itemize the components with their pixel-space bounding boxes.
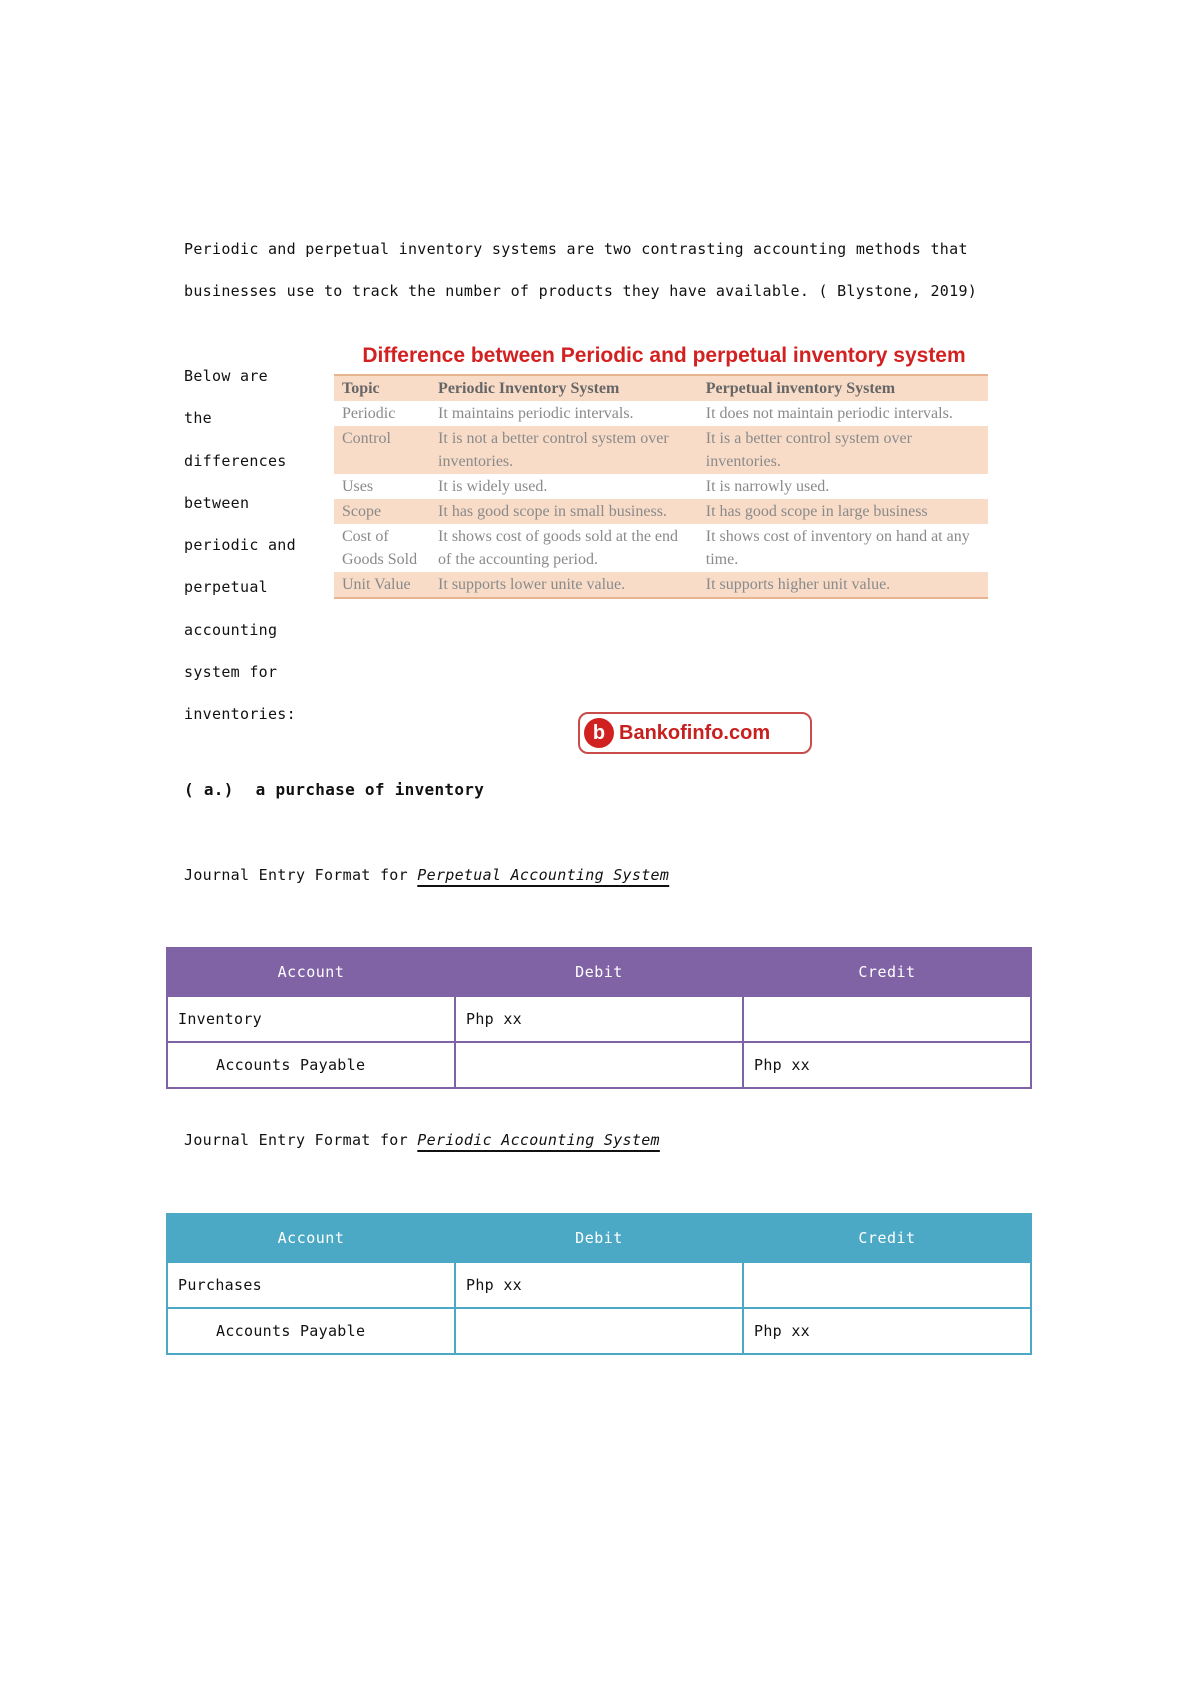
table-cell: It shows cost of inventory on hand at any time. — [705, 528, 970, 568]
table-cell: It is not a better control system over inventories. — [430, 426, 698, 474]
column-header-credit: Credit — [743, 1214, 1031, 1262]
side-label-line: Below are — [184, 367, 268, 385]
header-cell: Topic — [334, 375, 430, 401]
section-subheading — [184, 780, 484, 799]
debit-cell: Php xx — [455, 1262, 743, 1308]
difference-table — [334, 374, 988, 599]
table-cell: Uses — [342, 478, 374, 495]
subheading-text: a purchase of inventory — [255, 780, 485, 799]
side-label — [184, 355, 324, 736]
debit-cell — [455, 1042, 743, 1088]
table-row — [167, 996, 1031, 1042]
side-label-line: system for — [184, 663, 278, 682]
table-row — [167, 1042, 1031, 1088]
table-cell: It has good scope in small business. — [430, 499, 698, 524]
side-label-line: accounting — [184, 620, 278, 639]
side-label-line: differences — [184, 451, 287, 470]
side-label-line: perpetual — [184, 578, 268, 597]
column-header-account: Account — [167, 948, 455, 996]
side-label-line: the — [184, 409, 212, 428]
side-label-line: inventories: — [184, 705, 296, 724]
header-cell: Periodic Inventory System — [430, 375, 698, 401]
header-cell: Perpetual inventory System — [698, 375, 988, 401]
perpetual-journal-table — [166, 947, 1032, 1089]
logo-text: Bankofinfo.com — [619, 721, 771, 744]
table-cell: It shows cost of goods sold at the end of the accounting period. — [438, 528, 679, 568]
account-cell: Purchases — [167, 1262, 455, 1308]
account-cell: Accounts Payable — [167, 1308, 455, 1354]
intro-paragraph — [184, 228, 1024, 312]
table-row — [334, 426, 988, 474]
subheading-marker: ( a.) — [184, 780, 234, 799]
credit-cell — [743, 1262, 1031, 1308]
credit-cell: Php xx — [743, 1308, 1031, 1354]
bankofinfo-b-icon: b — [584, 718, 614, 748]
table-cell: Scope — [334, 499, 430, 524]
table-cell: It maintains periodic intervals. — [438, 405, 634, 422]
difference-figure — [334, 344, 994, 754]
column-header-debit: Debit — [455, 1214, 743, 1262]
format-prefix: Journal Entry Format for — [184, 866, 418, 884]
table-cell: Periodic — [342, 405, 396, 422]
table-row — [167, 1308, 1031, 1354]
table-row — [334, 572, 988, 598]
figure-title: Difference between Periodic and perpetual inventory system — [362, 344, 966, 367]
table-header-row — [167, 948, 1031, 996]
table-row — [334, 474, 988, 499]
format-system-name: Perpetual Accounting System — [417, 866, 670, 884]
table-header-row — [334, 375, 988, 401]
periodic-journal-table — [166, 1213, 1032, 1355]
table-header-row — [167, 1214, 1031, 1262]
table-cell: It supports higher unit value. — [698, 572, 988, 598]
credit-cell: Php xx — [743, 1042, 1031, 1088]
debit-cell: Php xx — [455, 996, 743, 1042]
bankofinfo-logo — [578, 712, 812, 754]
table-row — [334, 524, 988, 572]
column-header-credit: Credit — [743, 948, 1031, 996]
perpetual-format-label — [184, 866, 669, 884]
table-row — [167, 1262, 1031, 1308]
table-cell: Control — [334, 426, 430, 474]
table-cell: It is widely used. — [438, 478, 548, 495]
column-header-account: Account — [167, 1214, 455, 1262]
side-label-line: periodic and — [184, 536, 296, 555]
column-header-debit: Debit — [455, 948, 743, 996]
format-system-name: Periodic Accounting System — [417, 1131, 660, 1149]
table-cell: Cost of Goods Sold — [342, 528, 418, 568]
table-row — [334, 401, 988, 426]
table-row — [334, 499, 988, 524]
debit-cell — [455, 1308, 743, 1354]
table-cell: It is narrowly used. — [705, 478, 830, 495]
table-cell: It does not maintain periodic intervals. — [705, 405, 953, 422]
table-cell: It supports lower unite value. — [430, 572, 698, 598]
account-cell: Accounts Payable — [167, 1042, 455, 1088]
table-cell: Unit Value — [334, 572, 430, 598]
periodic-format-label — [184, 1131, 660, 1149]
intro-line-1: Periodic and perpetual inventory systems are two contrasting accounting methods that — [184, 240, 968, 258]
table-cell: It has good scope in large business — [698, 499, 988, 524]
format-prefix: Journal Entry Format for — [184, 1131, 418, 1149]
side-label-line: between — [184, 493, 250, 512]
credit-cell — [743, 996, 1031, 1042]
account-cell: Inventory — [167, 996, 455, 1042]
table-cell: It is a better control system over inventories. — [698, 426, 988, 474]
intro-line-2: businesses use to track the number of products they have available. ( Blystone, 2019) — [184, 282, 978, 300]
